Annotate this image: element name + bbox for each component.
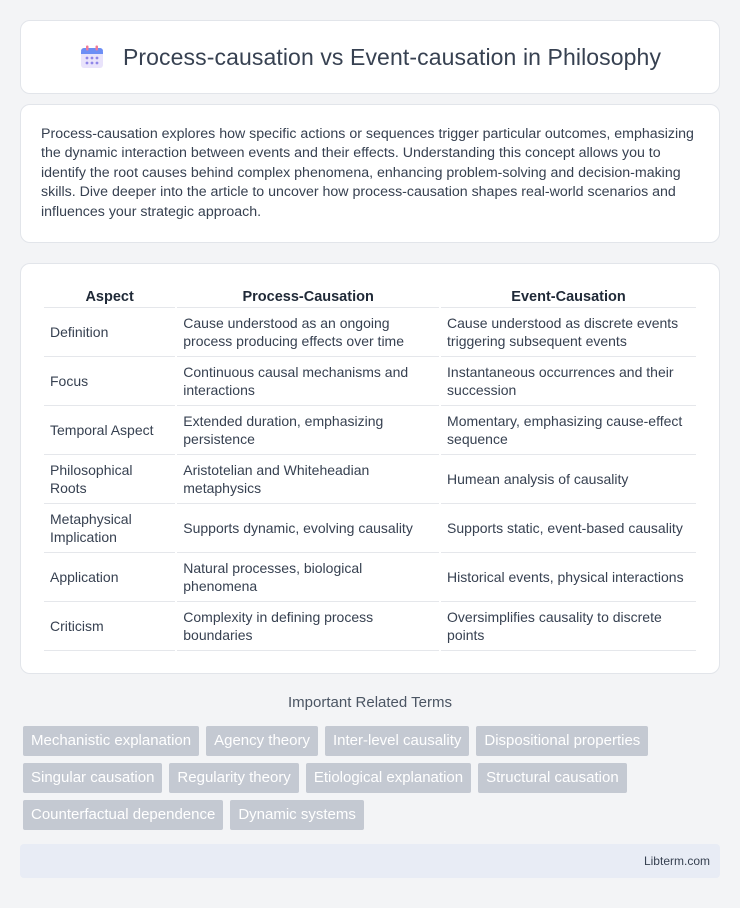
row-process-value: Complexity in defining process boundaries bbox=[177, 602, 439, 651]
row-aspect: Metaphysical Implication bbox=[44, 504, 175, 553]
related-term-tag[interactable]: Singular causation bbox=[23, 763, 162, 793]
row-event-value: Supports static, event-based causality bbox=[441, 504, 696, 553]
header bbox=[79, 44, 661, 71]
header-event-causation: Event-Causation bbox=[441, 284, 696, 308]
intro-paragraph: Process-causation explores how specific actions or sequences trigger particular outcomes, emphasizing the dynamic interaction between events and their effects. Understanding this concept allows you to identify the root causes behind complex phenomena, enhancing problem-solving and decision-making skills. Dive deeper into the article to uncover how process-causation shapes real-world scenarios and influences your strategic approach. bbox=[41, 126, 694, 220]
row-event-value: Oversimplifies causality to discrete points bbox=[441, 602, 696, 651]
row-event-value: Humean analysis of causality bbox=[441, 455, 696, 504]
related-term-tag[interactable]: Structural causation bbox=[478, 763, 627, 793]
table-header-row bbox=[44, 284, 696, 308]
related-term-tag[interactable]: Dynamic systems bbox=[230, 800, 364, 830]
row-process-value: Cause understood as an ongoing process producing effects over time bbox=[177, 308, 439, 357]
row-aspect: Definition bbox=[44, 308, 175, 357]
related-term-tag[interactable]: Mechanistic explanation bbox=[23, 726, 199, 756]
related-term-tag[interactable]: Regularity theory bbox=[169, 763, 298, 793]
table-row bbox=[44, 602, 696, 651]
related-terms-list bbox=[23, 726, 723, 830]
intro-card bbox=[20, 104, 720, 243]
calendar-icon bbox=[79, 44, 105, 70]
related-terms-title: Important Related Terms bbox=[288, 694, 452, 711]
row-process-value: Extended duration, emphasizing persistence bbox=[177, 406, 439, 455]
related-term-tag[interactable]: Inter-level causality bbox=[325, 726, 469, 756]
related-term-tag[interactable]: Agency theory bbox=[206, 726, 318, 756]
row-process-value: Continuous causal mechanisms and interactions bbox=[177, 357, 439, 406]
row-event-value: Instantaneous occurrences and their succession bbox=[441, 357, 696, 406]
row-aspect: Criticism bbox=[44, 602, 175, 651]
comparison-table bbox=[42, 284, 698, 651]
row-event-value: Cause understood as discrete events triggering subsequent events bbox=[441, 308, 696, 357]
related-term-tag[interactable]: Counterfactual dependence bbox=[23, 800, 223, 830]
header-aspect: Aspect bbox=[44, 284, 175, 308]
row-process-value: Aristotelian and Whiteheadian metaphysics bbox=[177, 455, 439, 504]
footer-site-link[interactable]: Libterm.com bbox=[643, 854, 710, 868]
table-row bbox=[44, 455, 696, 504]
row-process-value: Supports dynamic, evolving causality bbox=[177, 504, 439, 553]
row-event-value: Historical events, physical interactions bbox=[441, 553, 696, 602]
table-row bbox=[44, 504, 696, 553]
row-aspect: Application bbox=[44, 553, 175, 602]
related-term-tag[interactable]: Dispositional properties bbox=[476, 726, 648, 756]
related-term-tag[interactable]: Etiological explanation bbox=[306, 763, 471, 793]
row-aspect: Temporal Aspect bbox=[44, 406, 175, 455]
footer bbox=[20, 844, 720, 878]
table-row bbox=[44, 406, 696, 455]
table-row bbox=[44, 553, 696, 602]
table-row bbox=[44, 308, 696, 357]
table-row bbox=[44, 357, 696, 406]
page-title: Process-causation vs Event-causation in Philosophy bbox=[122, 43, 662, 70]
comparison-card bbox=[20, 263, 720, 674]
header-card bbox=[20, 20, 720, 94]
row-process-value: Natural processes, biological phenomena bbox=[177, 553, 439, 602]
row-event-value: Momentary, emphasizing cause-effect sequence bbox=[441, 406, 696, 455]
row-aspect: Philosophical Roots bbox=[44, 455, 175, 504]
row-aspect: Focus bbox=[44, 357, 175, 406]
header-process-causation: Process-Causation bbox=[177, 284, 439, 308]
